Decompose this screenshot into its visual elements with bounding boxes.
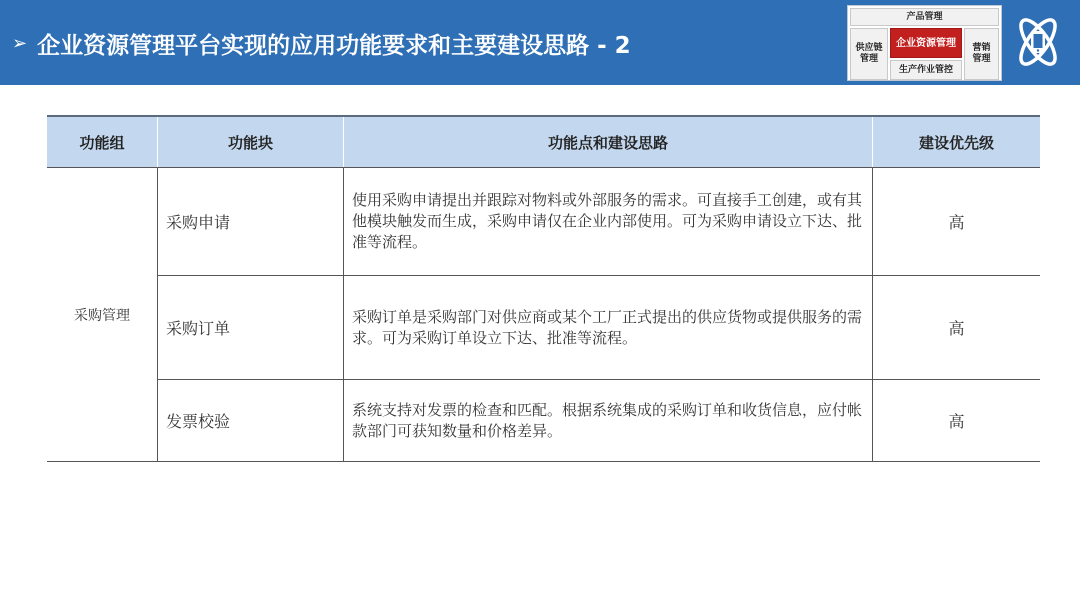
header-function-block: 功能块 (158, 117, 344, 167)
table-row (158, 275, 1040, 379)
function-table (47, 115, 1040, 462)
header-function-points: 功能点和建设思路 (344, 117, 873, 167)
function-description: 采购订单是采购部门对供应商或某个工厂正式提出的供应货物或提供服务的需求。可为采购订单设立下达、批准等流程。 (344, 276, 873, 379)
header-priority: 建设优先级 (918, 133, 994, 152)
table-body (47, 167, 1040, 462)
module-map (847, 5, 1002, 81)
atom-phone-logo-icon (1010, 12, 1066, 72)
module-production: 生产作业管控 (890, 60, 962, 80)
table-header (47, 115, 1040, 167)
header-banner (0, 0, 1080, 85)
module-marketing: 营销 管理 (964, 28, 999, 80)
module-erp: 企业资源管理 (890, 28, 962, 58)
module-supply-chain: 供应链 管理 (850, 28, 888, 80)
table-rows (158, 167, 1040, 461)
function-description: 使用采购申请提出并跟踪对物料或外部服务的需求。可直接手工创建，或有其他模块触发而生成，采购申请仅在企业内部使用。可为采购申请设立下达、批准等流程。 (344, 168, 873, 275)
header-function-group: 功能组 (47, 117, 158, 167)
function-name: 采购订单 (158, 276, 344, 379)
priority-value: 高 (948, 319, 965, 338)
page-title (12, 26, 631, 60)
function-name: 发票校验 (158, 380, 344, 461)
priority-value: 高 (948, 412, 965, 431)
page-title-text: 企业资源管理平台实现的应用功能要求和主要建设思路 - 2 (37, 32, 631, 59)
group-cell: 采购管理 (47, 167, 158, 461)
function-name: 采购申请 (158, 168, 344, 275)
bullet-arrow-icon: ➢ (12, 32, 28, 54)
table-row (158, 167, 1040, 275)
priority-value: 高 (948, 213, 965, 232)
module-product: 产品管理 (850, 8, 999, 26)
function-description: 系统支持对发票的检查和匹配。根据系统集成的采购订单和收货信息，应付帐款部门可获知数量和价格差异。 (344, 380, 873, 461)
table-row (158, 379, 1040, 461)
